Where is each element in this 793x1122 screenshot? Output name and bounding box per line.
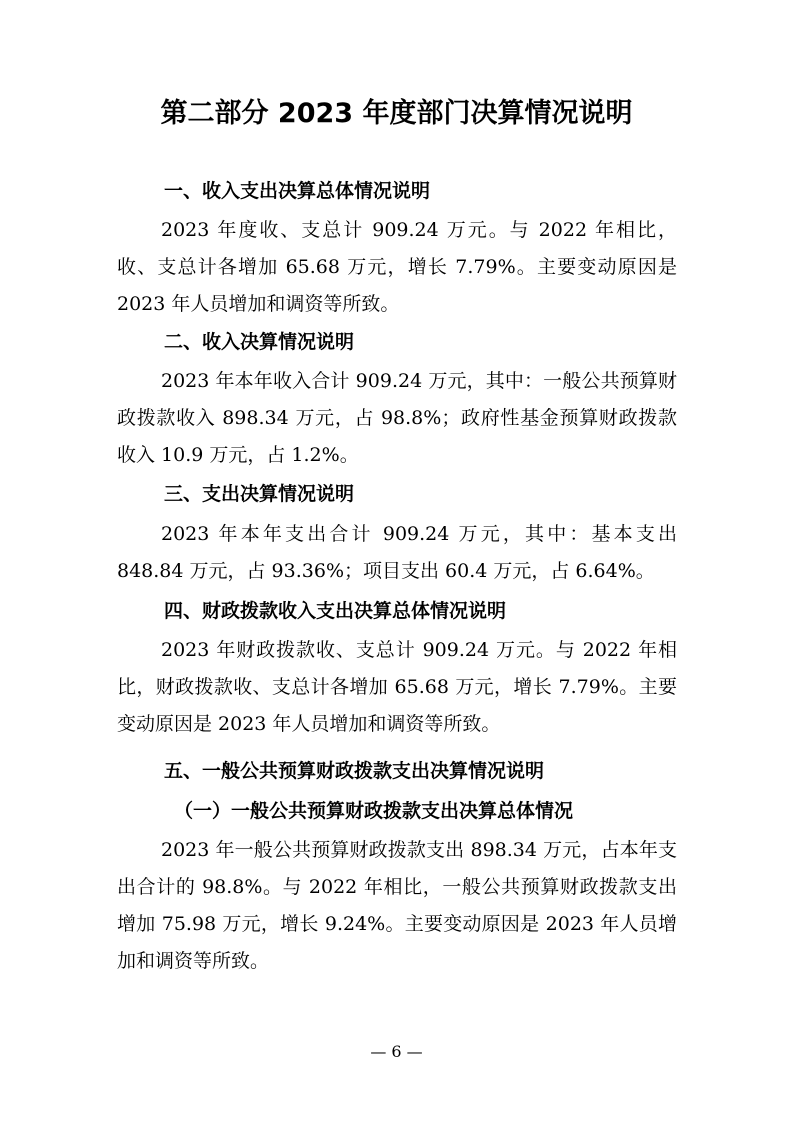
subsection-heading-1: （一）一般公共预算财政拨款支出决算总体情况 xyxy=(174,800,574,822)
section-paragraph-3: 2023 年本年支出合计 909.24 万元，其中：基本支出 848.84 万元，占 93.36%；项目支出 60.4 万元，占 6.64%。 xyxy=(117,523,677,582)
section-heading-5: 五、一般公共预算财政拨款支出决算情况说明 xyxy=(164,760,545,782)
subsection-paragraph-1: 2023 年一般公共预算财政拨款支出 898.34 万元，占本年支出合计的 98.8%。与 2022 年相比，一般公共预算财政拨款支出增加 75.98 万元，增长 9.24%。主要变动原因是 2023 年人员增加和调资等所致。 xyxy=(117,839,677,972)
section-paragraph-2: 2023 年本年收入合计 909.24 万元，其中：一般公共预算财政拨款收入 898.34 万元，占 98.8%；政府性基金预算财政拨款收入 10.9 万元，占 1.2%。 xyxy=(117,370,677,466)
section-heading-4: 四、财政拨款收入支出决算总体情况说明 xyxy=(164,600,507,622)
page-title: 第二部分 2023 年度部门决算情况说明 xyxy=(160,98,633,129)
section-heading-1: 一、收入支出决算总体情况说明 xyxy=(164,180,431,202)
section-heading-3: 三、支出决算情况说明 xyxy=(164,483,355,505)
section-paragraph-4: 2023 年财政拨款收、支总计 909.24 万元。与 2022 年相比，财政拨款收、支总计各增加 65.68 万元，增长 7.79%。主要变动原因是 2023 年人员增加和调资等所致。 xyxy=(117,639,677,735)
section-paragraph-1: 2023 年度收、支总计 909.24 万元。与 2022 年相比，收、支总计各增加 65.68 万元，增长 7.79%。主要变动原因是 2023 年人员增加和调资等所致。 xyxy=(117,219,677,315)
section-heading-2: 二、收入决算情况说明 xyxy=(164,331,355,353)
page-number: — 6 — xyxy=(370,1042,423,1061)
